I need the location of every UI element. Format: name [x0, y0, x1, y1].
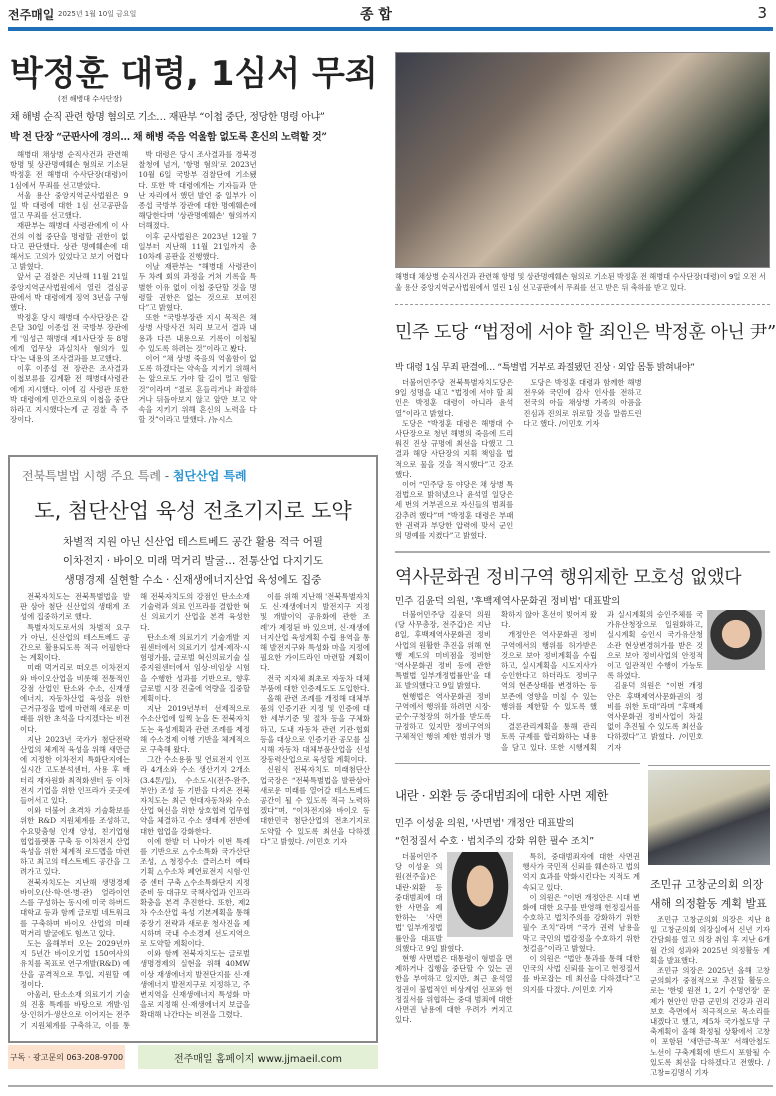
main-headline: 박정훈 대령, 1심서 무죄	[10, 54, 378, 94]
paragraph: 더불어민주당 전북특별자치도당은 9일 성명을 내고 “법정에 서야 할 죄인은 박정훈 대령이 아니라 윤석열”이라고 밝혔다.	[395, 378, 514, 418]
footer-rule	[8, 1085, 773, 1087]
divider	[395, 763, 640, 764]
subheadline-2: 박 전 단장 “군판사에 경의… 채 해병 죽음 억울함 없도록 혼신의 노력할 것”	[10, 132, 327, 143]
paragraph: 이 의원은 “이번 개정안은 시대 변화에 대한 요구를 반영해 헌정질서를 수호하고 법치주의를 강화하기 위한 필수 조치”라며 “국가 권력 남용을 막고 국민의 법감정을 수호하기 위한 첫걸음”이라고 밝혔다.	[522, 892, 640, 953]
paragraph: 아울러, 탄소소재 의료기기 기술의 진흥 특례를 바탕으로 개발·임상·인허가·생산으로 이어지는 전주기 지원체계를 구축하고, 이를 통해 전북자치도의 강점인 탄소소재 기술력과 의료 인프라를 결합한 혁신 의료기기 산업을 본격 육성한다.	[20, 592, 250, 1030]
feature-box	[8, 455, 378, 1043]
paragraph: 결론관리계획을 통해 관리토록 규제를 합리화하는 내용을 담고 있다. 또한 시행계획과 실시계획의 승인주체를 국가유산청장으로 일원화하고, 실시계획 승인시 국가유산청 소관 현상변경허가를 받은 것으로 보아 정비사업의 안정적이고 일관적인 수행이 가능토록 하였다.	[501, 610, 703, 752]
article-subheadline: 민주 김윤덕 의원, '후백제역사문화권 정비법' 대표발의	[395, 596, 621, 607]
divider	[395, 551, 770, 553]
lawmaker-portrait	[447, 852, 513, 937]
article-text	[395, 852, 640, 1042]
article-headline: 조민규 고창군의회 의장	[650, 878, 764, 891]
paragraph: 도당은 “박정훈 대령은 해병대 수사단장으로 청년 해병의 죽음에 드리워진 진상 규명에 최선을 다했고 그 결과 해당 사단장의 지휘 책임을 법적으로 물을 것을 적시했다”고 강조했다.	[395, 418, 514, 479]
divider	[648, 765, 770, 766]
paragraph: 이와 함께 전북자치도는 글로벌 생명경제의 실현을 위해 40MW이상 재생에너지 발전단지를 신·재생에너지 발전지구로 지정하고, 주변지역을 신재생에너지 특성화 마을로 지정해 신·재생에너지 보급을 확대해 나간다는 비전을 그렸다.	[140, 949, 250, 1020]
paragraph: 그간 수소용품 및 연료전지 인프라 4개소와 수소 생산기지 2개소(3.4톤/일), 수소도시(전주·완주, 부안) 조성 등 기반을 다져온 전북자치도는 최근 현대자동차와 수소산업 혁신을 위한 상호협력 업무협약을 체결하고 수소 생태계 전반에 대한 협업을 강화한다.	[140, 755, 250, 836]
article-headline: 민주 도당 “법정에 서야 할 죄인은 박정훈 아닌 尹”	[395, 322, 776, 343]
paragraph: 개정안은 역사문화권 정비구역에서의 행위를 허가받은 것으로 보아 정비계획을 수립하고, 실시계획을 시도지사가 승인한다고 하더라도 정비구역의 현존상태를 변경하는 등 보존에 영향을 미칠 수 있는 행위를 제한할 수 있도록 했다.	[501, 630, 597, 722]
paragraph: 전북자치도는 지난해 생명경제 바이오(산·학·연·병·관) 얼라이언스를 구성하는 동시에 미국 하버드대학교 등과 함께 글로벌 네트워크를 구축하며 바이오 산업의 미래 먹거리 발굴에도 힘쓰고 있다.	[20, 877, 130, 938]
article-body	[395, 610, 765, 760]
feature-headline: 도, 첨단산업 육성 전초기지로 도약	[34, 499, 352, 523]
paragraph: 전북자치도는 전북특별법을 발판 삼아 첨단 신산업의 생태계 조성에 집중하기로 했다.	[20, 592, 130, 622]
paragraph: 도는 올해부터 오는 2029년까지 5년간 바이오기업 150여사의 유치를 목표로 연구개발(R&D) 예산을 공격적으로 투입, 지원할 예정이다.	[20, 938, 130, 989]
paragraph: 이 의원은 “법안 통과를 통해 대한민국의 사법 신뢰를 높이고 헌정질서를 바로잡는 데 최선을 다하겠다”고 의지를 다졌다. /이민호 기자	[522, 954, 640, 994]
paragraph: 또한 “국방부장관 지시 목적은 채상병 사망사건 처리 보고서 결과 내용과 다른 내용으로 기록이 이첩될 수 있도록 하려는 것”이라고 봤다.	[138, 313, 257, 353]
page-number: 3	[757, 4, 767, 22]
paragraph: 서울 용산 중앙지역군사법원은 9일 박 대령에 대한 1심 선고공판을 열고 무죄를 선고했다.	[10, 190, 129, 221]
article-headline: 내란 · 외환 등 중대범죄에 대한 사면 제한	[395, 788, 608, 803]
paragraph: 이날 재판부는 “해병대 사령관이 두 차례 회의 과정을 거쳐 기록을 특별한 이유 없이 이첩 중단할 것을 명령할 권한은 없는 것으로 보여진다”고 밝혔다.	[138, 262, 257, 313]
paragraph: 박 대령은 당시 조사결과를 경북경찰청에 넘겨, '항명 혐의'로 2023년 10월 6일 국방부 검찰단에 기소됐다. 또한 박 대령에게는 기자들과 만난 자리에서 했던 발언 중 일부가 이종섭 국방부 장관에 대한 명예훼손에 해당한다며 '상관명예훼손' 혐의까지 더해졌다.	[138, 150, 257, 231]
paragraph: 재판부는 해병대 사령관에게 이 사건의 이첩 중단을 명령할 권한이 없다고 판단했다. 상관 명예훼손에 대해서도 고의가 있었다고 보기 어렵다고 밝혔다.	[10, 221, 129, 272]
article-headline: 역사문화권 정비구역 행위제한 모호성 없앴다	[395, 567, 742, 588]
paragraph: 전국 지자체 최초로 자동차 대체부품에 대한 인증제도도 도입한다.	[260, 673, 370, 693]
article-body	[650, 915, 770, 1078]
paragraph: 이어 “민주당 등 야당은 채 상병 특검법으로 밝혀냈으나 윤석열 일당은 세 번의 거부권으로 자신들의 범죄를 감추려 했다”며 “박정훈 대령은 부패한 권력과 부당한 압력에 맞서 군인의 명예를 지켰다”고 밝혔다.	[395, 480, 514, 541]
article-text	[395, 610, 703, 760]
article-body	[395, 378, 770, 543]
masthead-logo: 전주매일	[8, 8, 55, 22]
paragraph: 이와 더불어 초격차 기술확보를 위한 R&D 지원체계를 조성하고, 수요맞춤형 인재 양성, 친기업형 협업플랫폼 구축 등 이차전지 산업육성을 위한 체계적 로드맵을 마련하고 최고의 테스트베드 공간을 그려가고 있다.	[20, 806, 130, 877]
kicker-text: 전북특별법 시행 주요 특례 -	[22, 469, 173, 483]
paragraph: 이후 이종섭 전 장관은 조사결과 이첩보류를 김계환 전 해병대사령관에게 지시했다. 이에 김 사령관 또한 박 대령에게 민간으로의 이첩을 중단하라고 지시했다는게 군 검찰 측 주장이다.	[10, 364, 129, 425]
paragraph: 김윤덕 의원은 “이번 개정안은 후백제역사문화권의 정비를 위한 토대”라며 “후백제 역사문화권 정비사업이 차질 없이 추진될 수 있도록 최선을 다하겠다”고 밝혔다. /이민호 기자	[607, 681, 703, 752]
news-photo-court	[395, 52, 770, 268]
council-meeting-photo	[648, 770, 770, 865]
article-subheadline: 민주 이성윤 의원, '사면법' 개정안 대표발의	[395, 818, 575, 829]
divider	[395, 304, 770, 305]
subscription-contact: 구독 · 광고문의 063-208-9700	[8, 1045, 125, 1069]
paragraph: 앞서 군 검찰은 지난해 11월 21일 중앙지역군사법원에서 열린 결심공판에서 박 대령에게 징역 3년을 구형했다.	[10, 272, 129, 313]
paragraph: 특별자치도로서의 차별적 요구가 아닌, 신산업의 테스트베드 공간으로 활용되도록 적극 어필한다는 계획이다.	[20, 622, 130, 663]
issue-date: 2025년 1월 10일 금요일	[58, 10, 137, 18]
article-headline: 새해 의정활동 계획 발표	[650, 897, 767, 910]
paragraph: 신원식 전북자치도 미래첨단산업국장은 “전북특별법을 발판삼아 새로운 미래를 열어갈 테스트베드 공간이 될 수 있도록 적극 노력하겠다”며, “이차전지와 바이오 등 대한민국 첨단산업의 전초기지로 도약할 수 있도록 최선을 다하겠다”고 밝혔다. /이민호 기자	[260, 765, 370, 846]
header-rule	[8, 27, 773, 31]
paragraph: 더불어민주당 김윤덕 의원(당 사무총장, 전주갑)은 지난 8일, 후백제역사문화권 정비사업의 원활한 추진을 위해 현행 제도의 미비점을 정비한 '역사문화권 정비 등에 관한 특별법 일부개정법률안'을 대표 발의했다고 9일 밝혔다.	[395, 610, 491, 691]
paragraph: 조민규 의장은 2025년 올해 고창군의회가 중점적으로 추진할 활동으로는 '한빛 원전 1, 2기 수명연장' 문제가 현안인 만큼 군민의 건강과 권리 보호 측면에서 적극적으로 목소리를 내겠다고 했고, 제5차 국가철도망 구축계획이 올해 확정될 상황에서 고창이 포함된 '새만금-목포' 서해안철도 노선이 구축계획에 반드시 포함될 수 있도록 최선을 다하겠다고 전했다. /고창=김명식 기자	[650, 966, 770, 1078]
paragraph: 현행 사면법은 대통령이 형벌을 면제하거나 집행을 중단할 수 있는 권한을 부여하고 있지만, 최근 윤석열 정권이 불법적인 비상계엄 선포와 헌정질서를 위협하는 중대 범죄에 대한 사면권 남용에 대한 우려가 커지고 있다.	[395, 954, 513, 1025]
paragraph: 미래 먹거리로 떠오른 이차전지와 바이오산업을 비롯해 전통적인 강점 산업인 탄소와 수소, 신재생에너지, 자동차산업 육성을 위한 근거규정을 법에 마련해 새로운 미래를 위한 초석을 다지겠다는 비전이다.	[20, 663, 130, 734]
paragraph: 도당은 박정훈 대령과 함께한 해병 전우와 국민에 감사 인사를 전하고 전국의 아들 채상병 가족의 아픔을 진심과 진의로 위로할 것을 말씀드린다고 했다. /이민호 기자	[523, 378, 642, 428]
article-subheadline: 박 대령 1심 무죄 판결에… “특별법 거부로 좌절됐던 진상 · 외압 몸통 밝혀내야”	[395, 363, 695, 373]
paragraph: 지난 2023년 국가가 첨단전략산업의 체계적 육성을 위해 새만금에 지정한 이차전지 특화단지에는 실시간 고도분석센터, 사용 후 배터리 재자원화 최적화센터 등 이차전지 기업을 위한 인프라가 곳곳에 들어서고 있다.	[20, 734, 130, 806]
photo-caption: 해병대 채상병 순직사건과 관련해 항명 및 상관명예훼손 혐의로 기소된 박정훈 전 해병대 수사단장(대령)이 9일 오전 서울 용산 중앙지역군사법원에서 열린 1심 선고공판에서 무죄를 선고 받은 뒤 축하를 받고 있다.	[395, 272, 766, 292]
paragraph: 박정훈 당시 해병대 수사단장은 같은달 30일 이종섭 전 국방부 장관에게 '임성근 해병대 제1사단장 등 8명에게 업무상 과실치사 혐의가 있다'는 내용의 조사결과를 보고했다.	[10, 313, 129, 364]
kicker-highlight: 첨단산업 특례	[172, 469, 247, 483]
paragraph: 이를 위해 지난해 '전북특별자치도 신·재생에너지 발전지구 지정 및 개발이익 공유화에 관한 조례'가 제정된 바 있으며, 신·재생에너지산업 육성계획 수립 용역을 통해 발전지구와 특성화 마을 지정에 필요한 가이드라인 마련할 계획이다.	[260, 592, 370, 673]
paragraph: 이에 한발 더 나아가 이번 특례를 기반으로 △수소특화 국가산단 조성, △청정수소 클러스터 예타 기획 △수소차 폐연료전지 시험·인증 센터 구축 △수소특화단지 지정 준비 등 대규모 국책사업과 인프라 확충을 본격 추진한다. 또한, 제2차 수소산업 육성 기본계획을 통해 중장기 전략과 새로운 청사진을 제시하며 국내 수소경제 선도지역으로 도약할 계획이다.	[140, 836, 250, 948]
paragraph: 지난 2019년부터 선제적으로 수소산업에 일찍 눈을 돈 전북자치도는 육성계획과 관련 조례를 제정해 수소경제 이행 기반을 체계적으로 구축해 왔다.	[140, 704, 250, 755]
feature-subheadline: 생명경제 실현할 수소 · 신재생에너지산업 육성에도 집중	[64, 574, 322, 586]
feature-subheadline: 차별적 지원 아닌 신산업 테스트베드 공간 활용 적극 어필	[63, 536, 323, 548]
paragraph: 이어 “채 상병 죽음의 억울함이 없도록 하겠다는 약속을 지키기 위해서는 앞으로도 가야 할 길이 멀고 험할 것”이라며 “절로 흔들리거나 좌절하거나 뒤돌아보지 않고 앞만 보고 약속을 지키기 위해 혼신의 노력을 다할 것”이라고 말했다. /뉴시스	[138, 354, 257, 425]
homepage-link[interactable]: 전주매일 홈페이지 www.jjmaeil.com	[138, 1045, 378, 1069]
article-subheadline: “헌정질서 수호 · 법치주의 강화 위한 필수 조치”	[395, 836, 595, 847]
paragraph: 이후 군사법원은 2023년 12월 7일부터 지난해 11월 21일까지 총 10차례 공판을 진행했다.	[138, 231, 257, 262]
paragraph: 특히, 중대범죄자에 대한 사면권 행사가 국민적 신뢰를 훼손하고 법의 억지 효과를 약화시킨다는 지적도 계속되고 있다.	[522, 852, 640, 892]
paragraph: 해병대 채상병 순직사건과 관련해 항명 및 상관명예훼손 혐의로 기소된 박정훈 전 해병대 수사단장(대령)이 1심에서 무죄를 선고받았다.	[10, 150, 129, 190]
paragraph: 조민규 고창군의회 의장은 지난 8일 고창군의회 의장실에서 신년 기자간담회를 열고 의장 취임 후 지난 6개월 간의 성과와 2025년 의정활동 계획을 발표했다.	[650, 915, 770, 965]
article-body	[395, 852, 640, 1042]
paragraph: 현행법은 역사문화권 정비구역에서 행위를 하려면 시장·군수·구청장의 허가를 받도록 규정하고 있지만 정비구역의 구체적인 행위 제한 범위가 명확하지 않아 혼선이 빚어져 왔다.	[395, 610, 597, 742]
article-body	[10, 150, 385, 442]
paragraph: 더불어민주당 이성윤 의원(전주을)은 내란·외환 등 중대범죄에 대한 사면을 제한하는 '사면법' 일부개정법률안을 대표발의했다고 9일 밝혔다.	[395, 852, 464, 953]
feature-kicker	[22, 467, 247, 484]
lawmaker-portrait	[707, 610, 765, 670]
paragraph: 올해 관련 조례를 개정해 대체부품의 인증기관 지정 및 인증에 대한 세부기준 및 절차 등을 구체화하고, 도내 자동차 관련 기관·협회 등을 대상으로 인증기관 공모를 실시해 자동차 대체부품산업을 신성장동력산업으로 육성할 계획이다.	[260, 694, 370, 765]
paragraph: 탄소소재 의료기기 기술개발 지원센터에서 의료기기 설계·제작·시험평가를, 글로벌 혁신의료기술 실증지원센터에서 임상·비임상 시험을 수행한 성과를 기반으로, 향후 글로벌 시장 진출에 역량을 집중할 계획이다.	[140, 632, 250, 704]
feature-subheadline: 이차전지 · 바이오 미래 먹거리 발굴… 전통산업 다지기도	[62, 555, 324, 567]
subheadline-1: 채 해병 순직 관련 항명 혐의로 기소… 재판부 “이첩 중단, 정당한 명령 아냐”	[10, 112, 325, 123]
section-title: 종 합	[360, 7, 392, 23]
headline-note: (전 해병대 수사단장)	[58, 95, 123, 103]
feature-body	[20, 592, 370, 1037]
